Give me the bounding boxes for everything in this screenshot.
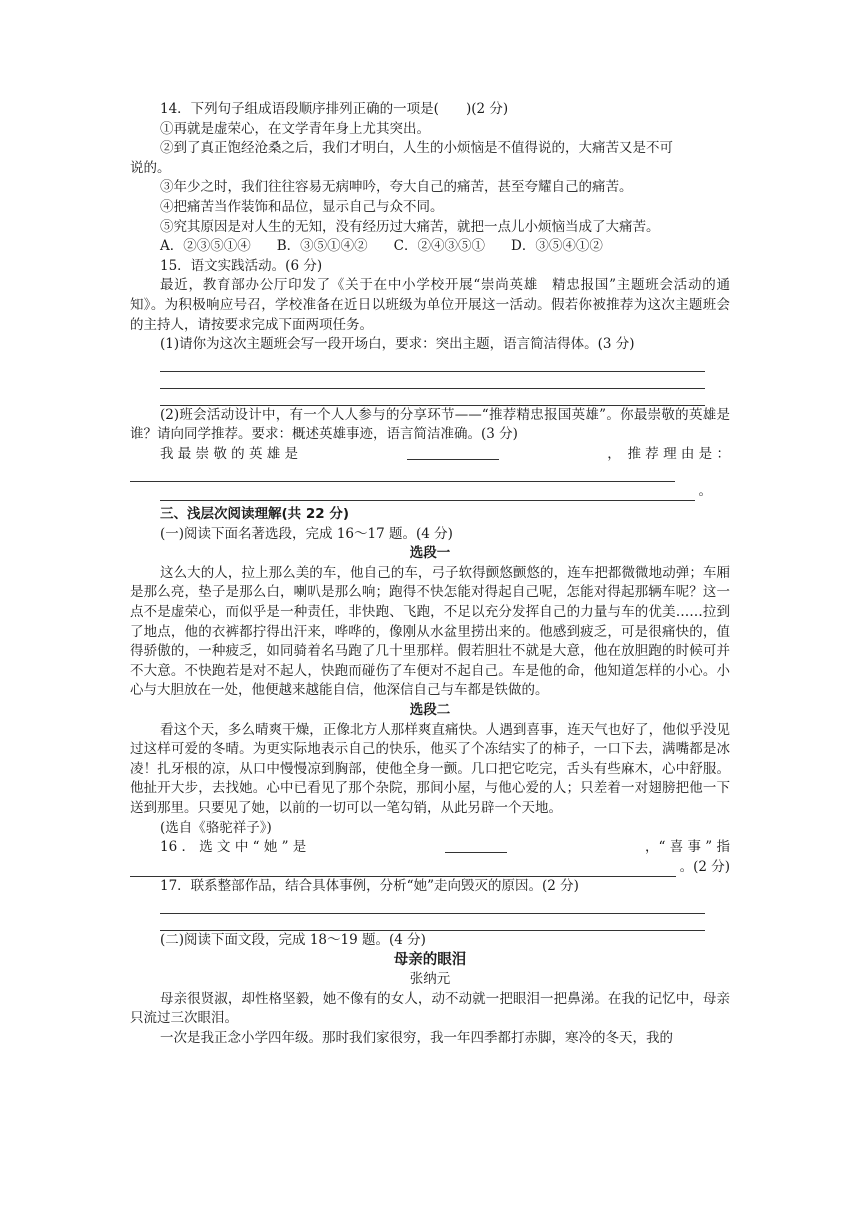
q14-option-c[interactable]: C．②④③⑤①: [393, 238, 486, 255]
q14-sentence-4: ④把痛苦当作装饰和品位，显示自己与众不同。: [160, 198, 444, 215]
q15-task-1: (1)请你为这次主题班会写一段开场白，要求：突出主题，语言简洁得体。(3 分): [160, 336, 635, 353]
article-author: 张纳元: [409, 971, 451, 988]
q14-sentence-2-cont: 说的。: [130, 159, 171, 176]
part-2-instruction: (二)阅读下面文段，完成 18～19 题。(4 分): [160, 931, 426, 948]
excerpt-source: (选自《骆驼祥子》): [160, 819, 272, 836]
q16-answer-row: [130, 858, 730, 878]
q15-task-2: (2)班会活动设计中，有一个人人参与的分享环节——“推荐精忠报国英雄”。你最崇敬的英雄是谁？请向同学推荐。要求：概述英雄事迹，语言简洁准确。(3 分): [130, 406, 730, 443]
answer-line[interactable]: [160, 389, 705, 406]
hero-name-blank[interactable]: [407, 445, 499, 460]
article-paragraph-2: 一次是我正念小学四年级。那时我们家很穷，我一年四季都打赤脚，寒冷的冬天，我的: [160, 1029, 673, 1046]
q16-prompt-a: 16 ． 选 文 中 “ 她 ” 是: [160, 839, 307, 856]
she-blank[interactable]: [445, 838, 507, 853]
document-page: [130, 100, 730, 1049]
q14-options: [130, 237, 730, 257]
q15-fill-row: [130, 445, 730, 465]
q16-prompt-b: ，“ 喜 事 ” 指: [645, 839, 730, 856]
excerpt-1-text: 这么大的人，拉上那么美的车，他自己的车，弓子软得颤悠颤悠的，连车把都微微地动弹；车厢是那么亮，垫子是那么白，喇叭是那么响；跑得不快怎能对得起自己呢，怎能对得起那辆车呢？这一点不是虚荣心，而似乎是一种责任，非快跑、飞跑，不足以充分发挥自己的力量与车的优美……拉到了地点，他的衣裤都拧得出汗来，哗哗的，像刚从水盆里捞出来的。他感到疲乏，可是很痛快的，值得骄傲的，一种疲乏，如同骑着名马跑了几十里那样。假若胆壮不就是大意，他在放胆跑的时候可并不大意。不快跑若是对不起人，快跑而碰伤了车便对不起自己。车是他的命，他知道怎样的小心。小心与大胆放在一处，他便越来越能自信，他深信自己与车都是铁做的。: [130, 564, 730, 699]
q14-sentence-5: ⑤究其原因是对人生的无知，没有经历过大痛苦，就把一点儿小烦恼当成了大痛苦。: [160, 218, 660, 235]
q14-option-b[interactable]: B．③⑤①④②: [276, 238, 368, 255]
q17-stem: 17．联系整部作品，结合具体事例，分析“她”走向毁灭的原因。(2 分): [160, 878, 579, 895]
q15-fill-prompt-b: ， 推 荐 理 由 是 ：: [607, 445, 730, 462]
q14-sentence-1: ①再就是虚荣心，在文学青年身上尤其突出。: [160, 120, 430, 137]
answer-line[interactable]: [160, 355, 705, 372]
section-3-title: 三、浅层次阅读理解(共 22 分): [160, 506, 350, 523]
q15-stem: 15．语文实践活动。(6 分): [160, 257, 323, 274]
answer-line[interactable]: [130, 465, 675, 482]
q15-fill-prompt-a: 我 最 崇 敬 的 英 雄 是: [160, 445, 299, 462]
answer-line-end: [160, 482, 712, 502]
excerpt-1-title: 选段一: [409, 545, 451, 562]
q14-stem: 14．下列句子组成语段顺序排列正确的一项是( )(2 分): [160, 101, 509, 117]
excerpt-2-title: 选段二: [409, 702, 451, 719]
q15-intro: 最近，教育部办公厅印发了《关于在中小学校开展“崇尚英雄 精忠报国”主题班会活动的通知》。为积极响应号召，学校准备在近日以班级为单位开展这一活动。假若你被推荐为这次主题班会的主持人，请按要求完成下面两项任务。: [130, 277, 730, 333]
q14-sentence-2: ②到了真正饱经沧桑之后，我们才明白，人生的小烦恼是不值得说的，大痛苦又是不可: [160, 140, 673, 157]
article-title: 母亲的眼泪: [393, 951, 467, 968]
answer-line[interactable]: [160, 372, 705, 389]
part-1-instruction: (一)阅读下面名著选段，完成 16～17 题。(4 分): [160, 525, 453, 542]
q14-option-a[interactable]: A．②③⑤①④: [160, 238, 251, 255]
excerpt-2-text: 看这个天，多么晴爽干燥，正像北方人那样爽直痛快。人遇到喜事，连天气也好了，他似乎没见过这样可爱的冬晴。为更实际地表示自己的快乐，他买了个冻结实了的柿子，一口下去，满嘴都是冰凌！扎牙根的凉，从口中慢慢凉到胸部，使他全身一颤。几口把它吃完，舌头有些麻木，心中舒服。他扯开大步，去找她。心中已看见了那个杂院，那间小屋，与他心爱的人；只差着一对翅膀把他一下送到那里。只要见了她，以前的一切可以一笔勾销，从此另辟一个天地。: [130, 721, 730, 816]
answer-line[interactable]: [160, 914, 705, 931]
article-paragraph-1: 母亲很贤淑，却性格坚毅，她不像有的女人，动不动就一把眼泪一把鼻涕。在我的记忆中，母亲只流过三次眼泪。: [130, 990, 730, 1027]
end-mark: 。: [698, 482, 712, 499]
q14-option-d[interactable]: D．③⑤④①②: [511, 238, 603, 255]
answer-line[interactable]: [130, 862, 676, 877]
q16-score: 。(2 分): [679, 858, 730, 875]
answer-line[interactable]: [160, 897, 705, 914]
q16-row: [130, 838, 730, 858]
q14-sentence-3: ③年少之时，我们往往容易无病呻吟，夸大自己的痛苦，甚至夸耀自己的痛苦。: [160, 179, 633, 196]
answer-line[interactable]: [160, 486, 695, 501]
